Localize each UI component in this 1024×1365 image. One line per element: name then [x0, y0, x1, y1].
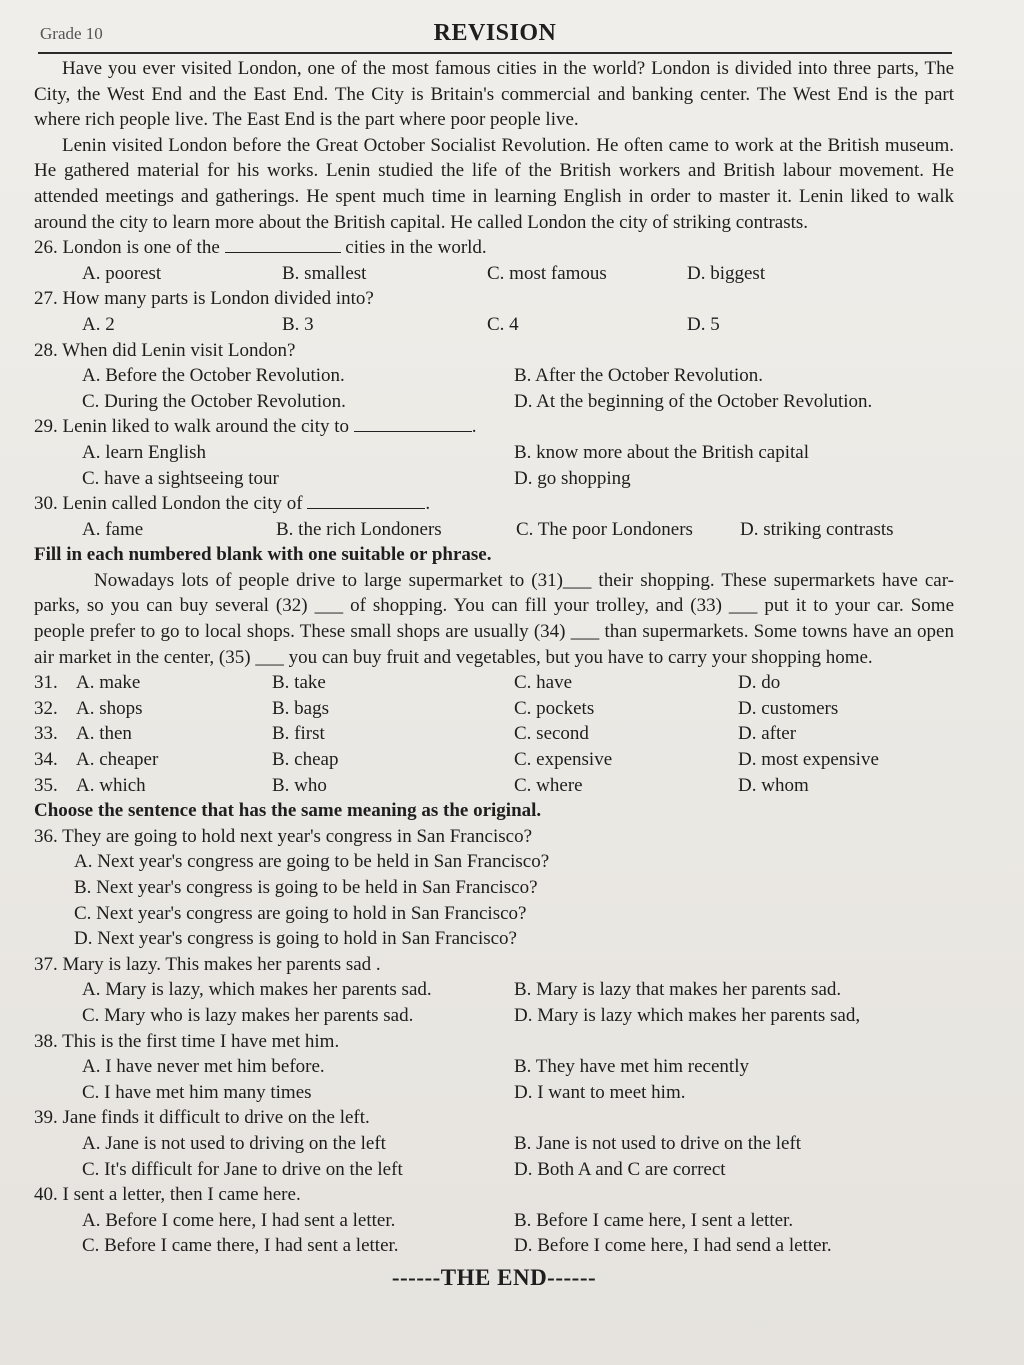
question-27-options [34, 312, 954, 338]
question-number: 32. [34, 697, 58, 719]
question-26 [34, 235, 954, 261]
option: A. learn English [82, 441, 207, 463]
option: D. whom [738, 774, 809, 796]
option: C. where [514, 774, 583, 796]
option: A. then [76, 723, 132, 745]
section-heading-fill-blank: Fill in each numbered blank with one suitable or phrase. [34, 544, 492, 566]
option: C. The poor Londoners [516, 518, 693, 540]
question-number: 35. [34, 774, 58, 796]
question-36: 36. They are going to hold next year's congress in San Francisco? [34, 825, 533, 847]
option: A. poorest [82, 262, 162, 284]
question-stem-end: . [425, 493, 431, 515]
section-heading-same-meaning: Choose the sentence that has the same meaning as the original. [34, 800, 542, 822]
option: C. most famous [487, 262, 607, 284]
option: B. Before I came here, I sent a letter. [514, 1209, 794, 1231]
option: D. Both A and C are correct [514, 1158, 726, 1180]
option: D. do [738, 672, 781, 694]
answer-blank [225, 236, 341, 253]
option: B. know more about the British capital [514, 441, 809, 463]
option: A. Before the October Revolution. [82, 365, 345, 387]
answer-blank [354, 415, 472, 432]
option: D. Mary is lazy which makes her parents sad, [514, 1004, 861, 1026]
question-number: 31. [34, 672, 58, 694]
cloze-row-35 [34, 773, 954, 799]
question-30 [34, 491, 954, 517]
question-stem: 30. Lenin called London the city of [34, 493, 303, 515]
question-28-options-row-1 [34, 363, 954, 389]
cloze-row-33 [34, 721, 954, 747]
option: C. expensive [514, 749, 613, 771]
the-end-footer: ------THE END------ [391, 1264, 597, 1290]
option: A. make [76, 672, 141, 694]
option: B. take [272, 672, 326, 694]
option: B. smallest [282, 262, 367, 284]
question-37-options-row-2 [34, 1003, 954, 1029]
question-29 [34, 414, 954, 440]
option: B. bags [272, 697, 329, 719]
option: A. shops [76, 697, 143, 719]
header [38, 18, 952, 54]
option: B. the rich Londoners [276, 518, 442, 540]
question-number: 34. [34, 749, 58, 771]
cloze-row-34 [34, 747, 954, 773]
option: C. Mary who is lazy makes her parents sad. [82, 1004, 414, 1026]
option: D. biggest [687, 262, 766, 284]
question-29-options-row-1 [34, 440, 954, 466]
question-38-options-row-2 [34, 1080, 954, 1106]
option: D. customers [738, 697, 839, 719]
question-40: 40. I sent a letter, then I came here. [34, 1184, 301, 1206]
question-28-options-row-2 [34, 389, 954, 415]
question-40-options-row-1 [34, 1208, 954, 1234]
option: D. 5 [687, 313, 720, 335]
option: D. Next year's congress is going to hold in San Francisco? [74, 928, 517, 950]
question-39-options-row-1 [34, 1131, 954, 1157]
question-stem: 29. Lenin liked to walk around the city to [34, 416, 350, 438]
option: B. who [272, 774, 327, 796]
option: C. It's difficult for Jane to drive on the left [82, 1158, 403, 1180]
option: C. Next year's congress are going to hold in San Francisco? [74, 902, 527, 924]
question-37-options-row-1 [34, 977, 954, 1003]
cloze-row-32 [34, 696, 954, 722]
option: C. have a sightseeing tour [82, 467, 279, 489]
option: A. Mary is lazy, which makes her parents sad. [82, 979, 432, 1001]
question-stem: 26. London is one of the [34, 237, 220, 259]
option: C. 4 [487, 313, 519, 335]
option: B. 3 [282, 313, 314, 335]
question-stem-end: cities in the world. [345, 237, 487, 259]
cloze-passage: Nowadays lots of people drive to large supermarket to (31)___ their shopping. These supermarkets have car-parks, so you can buy several (32) ___ of shopping. You can fill your trolley, and (33) ___ put it to your car. Some people prefer to go to local shops. These small shops are usually (34) ___ than supermarkets. Some towns have an open air market in the center, (35) ___ you can buy fruit and vegetables, but you have to carry your shopping home. [34, 569, 954, 668]
option: B. cheap [272, 749, 339, 771]
option: C. pockets [514, 697, 595, 719]
option: D. At the beginning of the October Revolution. [514, 390, 873, 412]
question-39: 39. Jane finds it difficult to drive on the left. [34, 1107, 370, 1129]
question-37: 37. Mary is lazy. This makes her parents sad . [34, 953, 381, 975]
option: A. which [76, 774, 146, 796]
option: A. Next year's congress are going to be held in San Francisco? [74, 851, 550, 873]
passage-paragraph-2: Lenin visited London before the Great October Socialist Revolution. He often came to work at the British museum. He gathered material for his works. Lenin studied the life of the British workers and British labour movement. He attended meetings and gatherings. He spent much time in learning English in order to master it. Lenin liked to walk around the city to learn more about the British capital. He called London the city of striking contrasts. [34, 134, 954, 233]
option: B. Jane is not used to drive on the left [514, 1132, 802, 1154]
option: D. most expensive [738, 749, 879, 771]
question-40-options-row-2 [34, 1233, 954, 1259]
option: B. first [272, 723, 325, 745]
question-27: 27. How many parts is London divided into? [34, 288, 374, 310]
question-28: 28. When did Lenin visit London? [34, 339, 296, 361]
option: A. fame [82, 518, 144, 540]
option: B. Next year's congress is going to be held in San Francisco? [74, 877, 538, 898]
question-stem-end: . [471, 416, 477, 438]
cloze-row-31 [34, 670, 954, 696]
answer-blank [307, 492, 425, 509]
option: B. After the October Revolution. [514, 365, 764, 387]
option: A. I have never met him before. [82, 1056, 325, 1078]
option: D. after [738, 723, 797, 745]
passage-paragraph-1: Have you ever visited London, one of the most famous cities in the world? London is divided into three parts, The City, the West End and the East End. The City is Britain's commercial and banking center. The West End is the part where rich people live. The East End is the part where poor people live. [34, 58, 954, 131]
question-30-options [34, 517, 954, 543]
worksheet-content [34, 56, 954, 1291]
option: A. cheaper [76, 749, 159, 771]
option: C. During the October Revolution. [82, 390, 346, 412]
question-29-options-row-2 [34, 466, 954, 492]
option: D. Before I come here, I had send a letter. [514, 1235, 832, 1257]
option: D. striking contrasts [740, 518, 894, 540]
option: D. go shopping [514, 467, 631, 489]
question-38: 38. This is the first time I have met him. [34, 1030, 340, 1052]
page-title: REVISION [433, 20, 557, 46]
option: C. I have met him many times [82, 1081, 312, 1103]
question-26-options [34, 261, 954, 287]
option: A. Jane is not used to driving on the left [82, 1132, 386, 1154]
option: D. I want to meet him. [514, 1081, 686, 1103]
option: C. second [514, 723, 589, 745]
option: B. Mary is lazy that makes her parents sad. [514, 979, 842, 1001]
grade-label: Grade 10 [40, 24, 103, 43]
question-38-options-row-1 [34, 1054, 954, 1080]
option: C. have [514, 672, 573, 694]
option: B. They have met him recently [514, 1056, 749, 1078]
option: C. Before I came there, I had sent a letter. [82, 1235, 399, 1257]
question-39-options-row-2 [34, 1157, 954, 1183]
option: A. 2 [82, 313, 115, 335]
option: A. Before I come here, I had sent a letter. [82, 1209, 396, 1231]
question-number: 33. [34, 723, 58, 745]
